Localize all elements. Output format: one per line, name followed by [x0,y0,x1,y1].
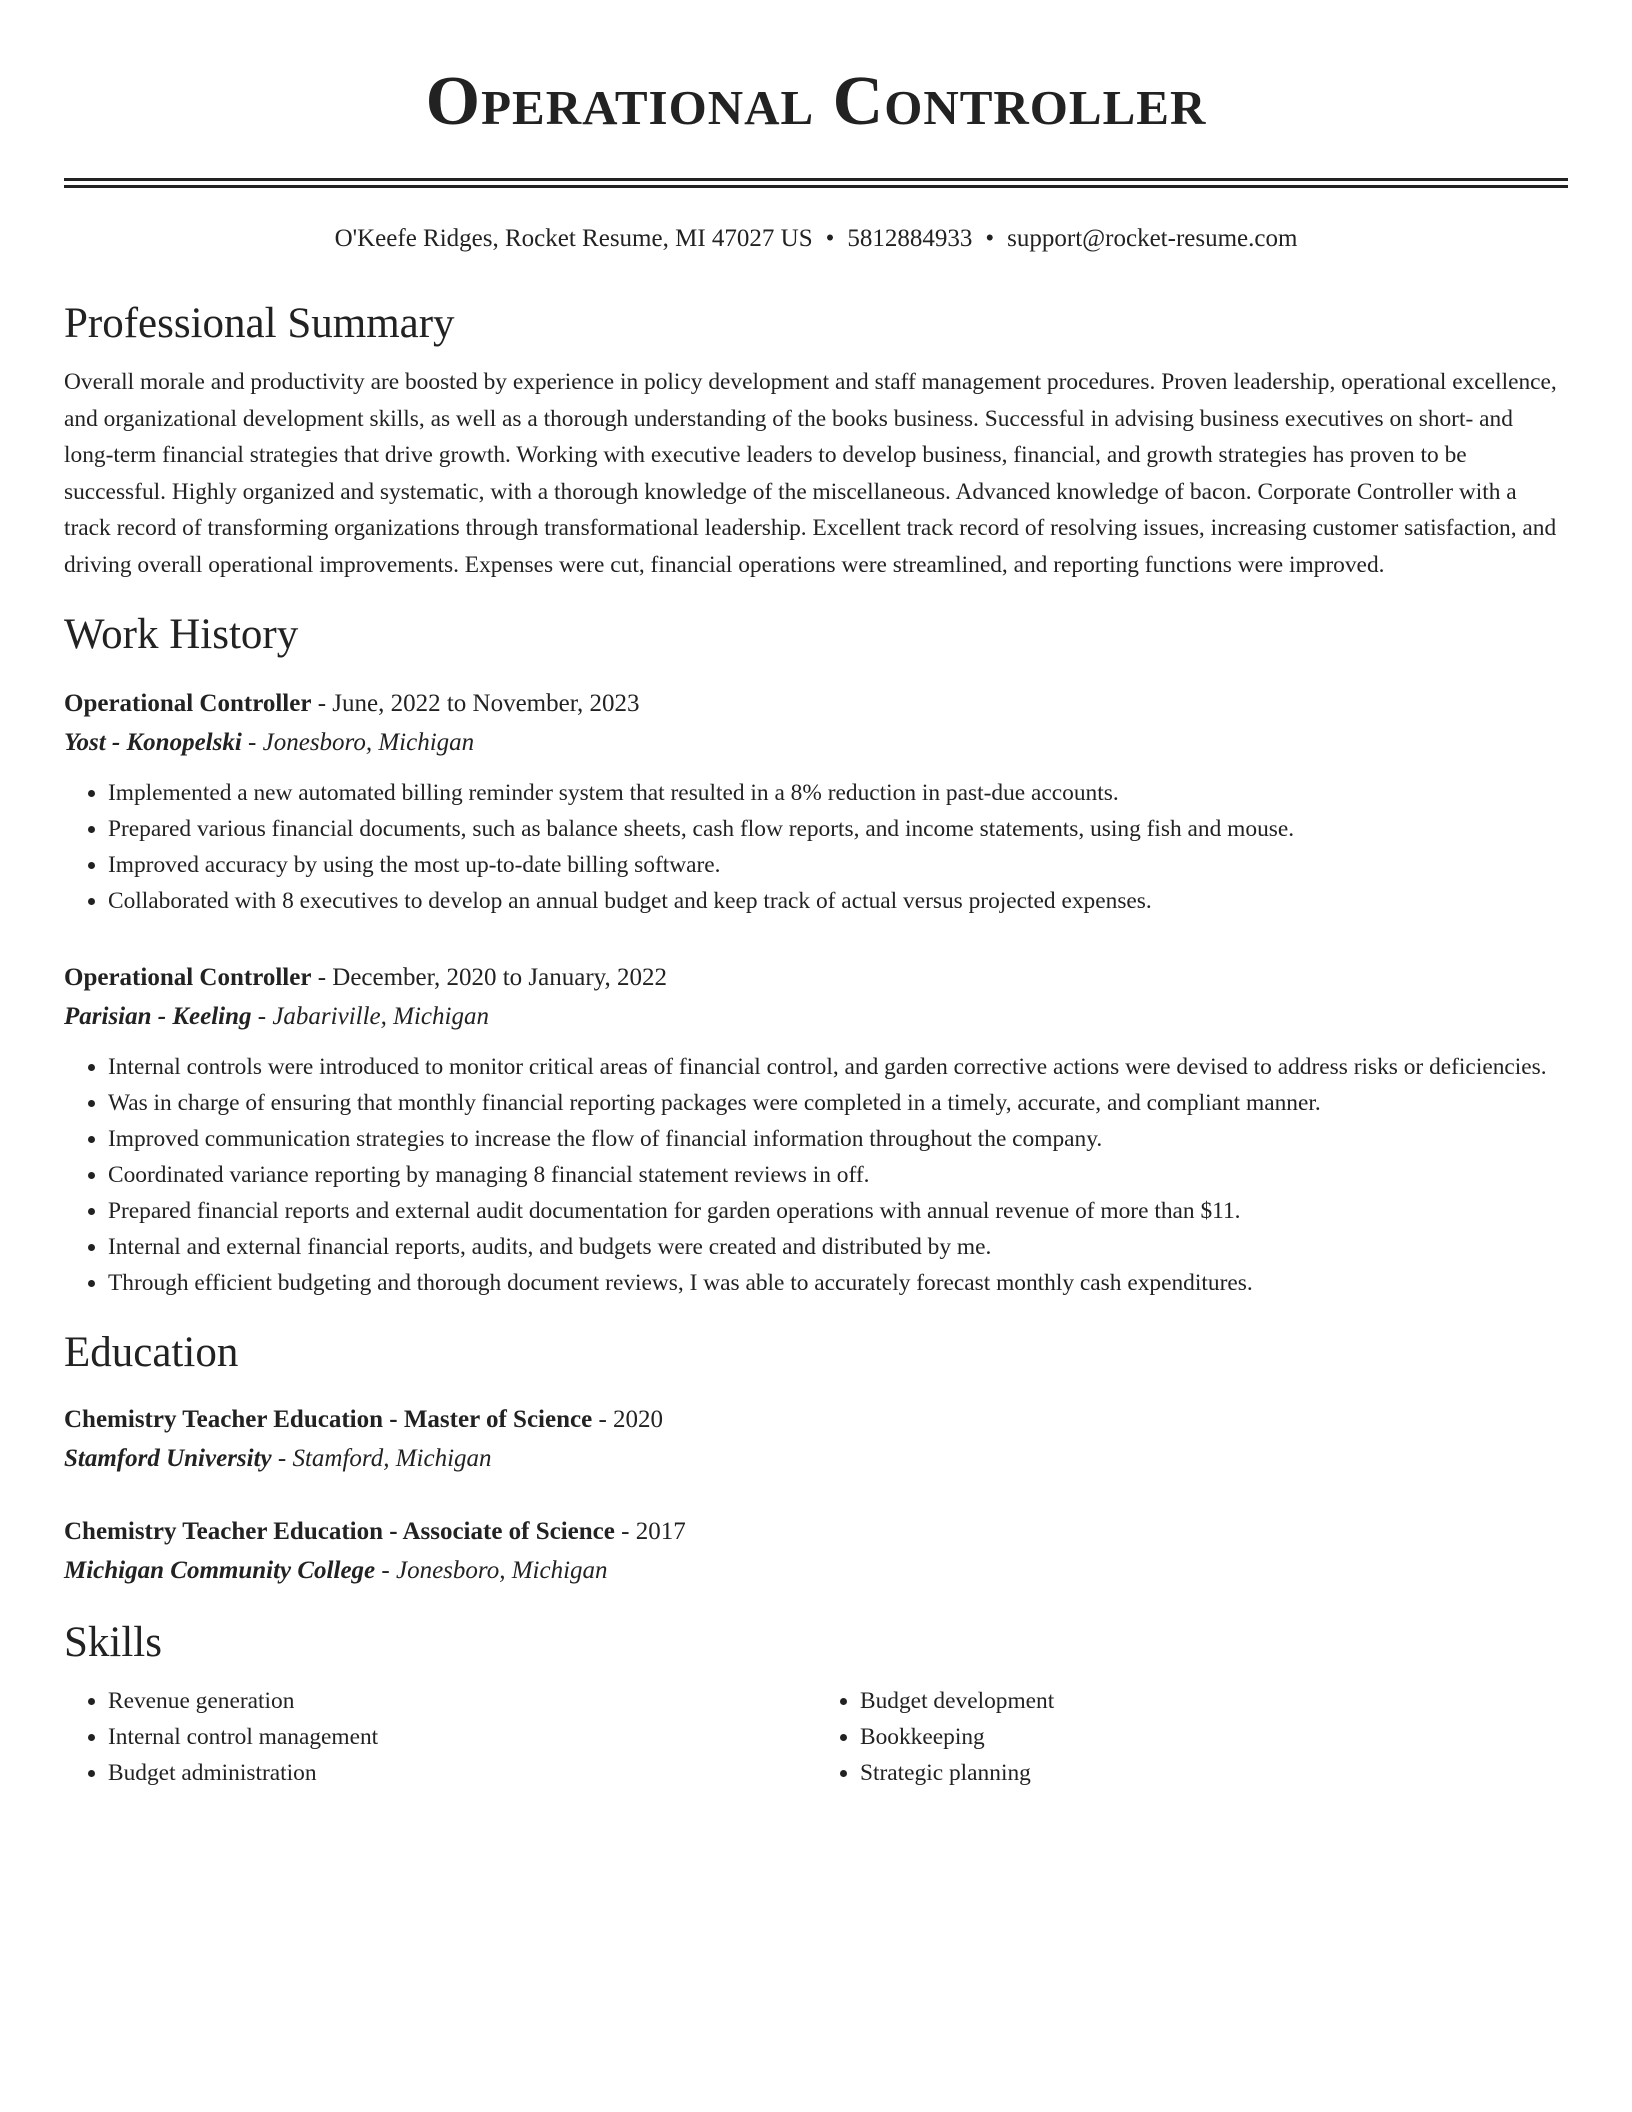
job-dates: - December, 2020 to January, 2022 [311,964,668,991]
skill-item: • Strategic planning [860,1755,1568,1791]
section-title-education: Education [64,1329,239,1376]
job-entry [64,959,1568,1301]
skill-item: • Budget administration [108,1755,816,1791]
job-entry [64,685,1568,919]
contact-address: O'Keefe Ridges, Rocket Resume, MI 47027 US [334,225,813,252]
education-location: - Stamford, Michigan [271,1445,492,1472]
job-bullet: • Internal and external financial reports, audits, and budgets were created and distributed by me. [108,1229,1568,1265]
job-bullet: • Through efficient budgeting and thorough document reviews, I was able to accurately forecast monthly cash expenditures. [108,1265,1568,1301]
education-heading [64,1401,1568,1439]
education-institution [64,1551,1568,1591]
job-bullet: • Coordinated variance reporting by managing 8 financial statement reviews in off. [108,1157,1568,1193]
education-location: - Jonesboro, Michigan [375,1557,608,1584]
job-employer [64,997,1568,1037]
section-title-summary: Professional Summary [64,300,455,347]
job-bullets [64,1049,1568,1301]
section-title-skills: Skills [64,1619,162,1666]
education-heading [64,1513,1568,1551]
section-title-work-history: Work History [64,611,299,658]
summary-paragraph: Overall morale and productivity are boosted by experience in policy development and staff management procedures. Proven leadership, operational excellence, and organizational development skills, as well as a thorough understanding of the books business. Successful in advising business executives on short- and long-term financial strategies that drive growth. Working with executive leaders to develop business, financial, and growth strategies has proven to be successful. Highly organized and systematic, with a thorough knowledge of the miscellaneous. Advanced knowledge of bacon. Corporate Controller with a track record of transforming organizations through transformational leadership. Excellent track record of resolving issues, increasing customer satisfaction, and driving overall operational improvements. Expenses were cut, financial operations were streamlined, and reporting functions were improved. [64,369,1557,578]
skills-grid [64,1683,1568,1791]
contact-phone: 5812884933 [847,225,973,252]
job-location: - Jonesboro, Michigan [241,729,475,756]
job-bullet: • Prepared various financial documents, such as balance sheets, cash flow reports, and income statements, using fish and mouse. [108,811,1568,847]
job-bullet: • Internal controls were introduced to monitor critical areas of financial control, and garden corrective actions were devised to address risks or deficiencies. [108,1049,1568,1085]
education-year: - 2017 [614,1518,686,1545]
education-entry [64,1401,1568,1479]
job-company: Yost - Konopelski [64,729,242,756]
job-bullet: • Implemented a new automated billing reminder system that resulted in a 8% reduction in past-due accounts. [108,775,1568,811]
job-bullet: • Prepared financial reports and external audit documentation for garden operations with annual revenue of more than $11. [108,1193,1568,1229]
contact-line [64,222,1568,256]
header-double-rule [64,178,1568,188]
education-year: - 2020 [592,1406,664,1433]
skill-item: • Budget development [860,1683,1568,1719]
job-bullets [64,775,1568,919]
job-bullet: • Improved accuracy by using the most up-to-date billing software. [108,847,1568,883]
job-role: Operational Controller [64,690,312,717]
education-institution [64,1439,1568,1479]
skills-column-right [816,1683,1568,1791]
job-bullet: • Improved communication strategies to increase the flow of financial information throughout the company. [108,1121,1568,1157]
skill-item: • Revenue generation [108,1683,816,1719]
education-school: Stamford University [64,1445,272,1472]
job-heading [64,959,1568,997]
contact-email: support@rocket-resume.com [1007,225,1298,252]
education-entry [64,1513,1568,1591]
job-employer [64,723,1568,763]
job-location: - Jabariville, Michigan [251,1003,489,1030]
job-dates: - June, 2022 to November, 2023 [311,690,640,717]
resume-name-heading: Operational Controller [425,63,1207,140]
education-degree: Chemistry Teacher Education - Master of Science [64,1406,593,1433]
job-bullet: • Was in charge of ensuring that monthly financial reporting packages were completed in a timely, accurate, and compliant manner. [108,1085,1568,1121]
skill-item: • Bookkeeping [860,1719,1568,1755]
contact-separator: • [825,225,835,252]
skills-column-left [64,1683,816,1791]
job-company: Parisian - Keeling [64,1003,252,1030]
job-role: Operational Controller [64,964,312,991]
education-degree: Chemistry Teacher Education - Associate of Science [64,1518,615,1545]
skill-item: • Internal control management [108,1719,816,1755]
job-bullet: • Collaborated with 8 executives to develop an annual budget and keep track of actual versus projected expenses. [108,883,1568,919]
job-heading [64,685,1568,723]
contact-separator: • [985,225,995,252]
education-school: Michigan Community College [64,1557,376,1584]
